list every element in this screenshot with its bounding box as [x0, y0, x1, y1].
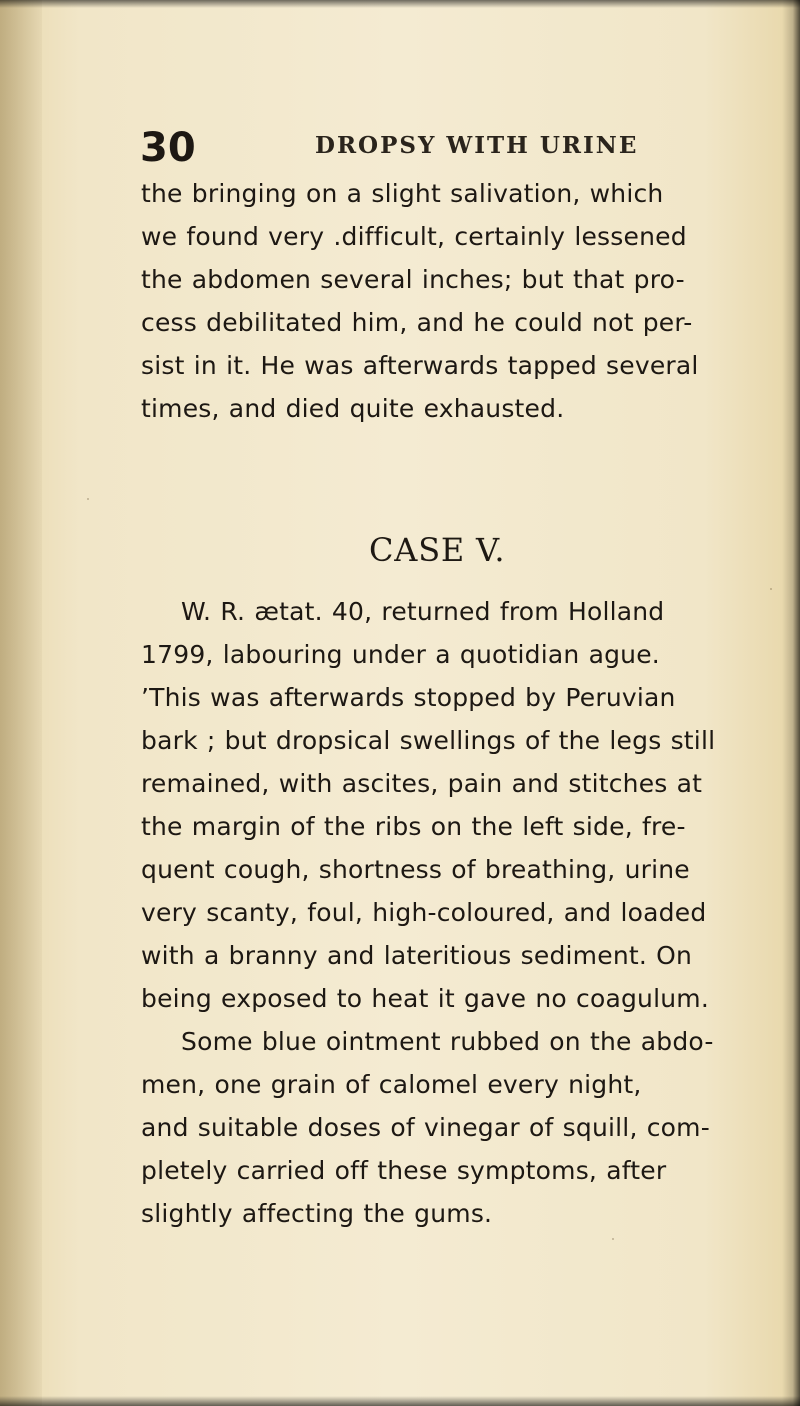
text-line: 1799, labouring under a quotidian ague.	[141, 640, 660, 669]
text-line: ’This was afterwards stopped by Peruvian	[141, 683, 676, 712]
paragraph-continuation	[141, 172, 766, 430]
case-heading: CASE V.	[369, 531, 506, 569]
text-line: bark ; but dropsical swellings of the legs still	[141, 726, 716, 755]
text-line: and suitable doses of vinegar of squill, com-	[141, 1113, 710, 1142]
page-top-edge	[0, 0, 800, 8]
text-line: quent cough, shortness of breathing, urine	[141, 855, 690, 884]
paper-speck	[770, 588, 772, 590]
page-bottom-edge	[0, 1396, 800, 1406]
text-line: very scanty, foul, high-coloured, and loaded	[141, 898, 707, 927]
text-line: pletely carried off these symptoms, after	[141, 1156, 667, 1185]
page-gutter-shadow	[0, 0, 42, 1406]
text-line: remained, with ascites, pain and stitches at	[141, 769, 703, 798]
text-line: the bringing on a slight salivation, which	[141, 179, 664, 208]
text-line: being exposed to heat it gave no coagulum.	[141, 984, 709, 1013]
running-head: DROPSY WITH URINE	[315, 132, 639, 159]
text-line: men, one grain of calomel every night,	[141, 1070, 642, 1099]
paper-speck	[612, 1238, 614, 1240]
text-line: sist in it. He was afterwards tapped several	[141, 351, 699, 380]
text-line: the abdomen several inches; but that pro-	[141, 265, 685, 294]
page-number: 30	[140, 125, 196, 171]
text-line: slightly affecting the gums.	[141, 1199, 493, 1228]
text-line: we found very .difficult, certainly lessened	[141, 222, 687, 251]
case-paragraph	[141, 590, 766, 1235]
text-line: cess debilitated him, and he could not per-	[141, 308, 693, 337]
text-line: the margin of the ribs on the left side, fre-	[141, 812, 686, 841]
page-right-edge	[782, 0, 800, 1406]
text-line: with a branny and lateritious sediment. On	[141, 941, 693, 970]
text-line: times, and died quite exhausted.	[141, 394, 565, 423]
paper-speck	[87, 498, 89, 500]
text-line: Some blue ointment rubbed on the abdo-	[181, 1027, 714, 1056]
text-line: W. R. ætat. 40, returned from Holland	[181, 597, 665, 626]
